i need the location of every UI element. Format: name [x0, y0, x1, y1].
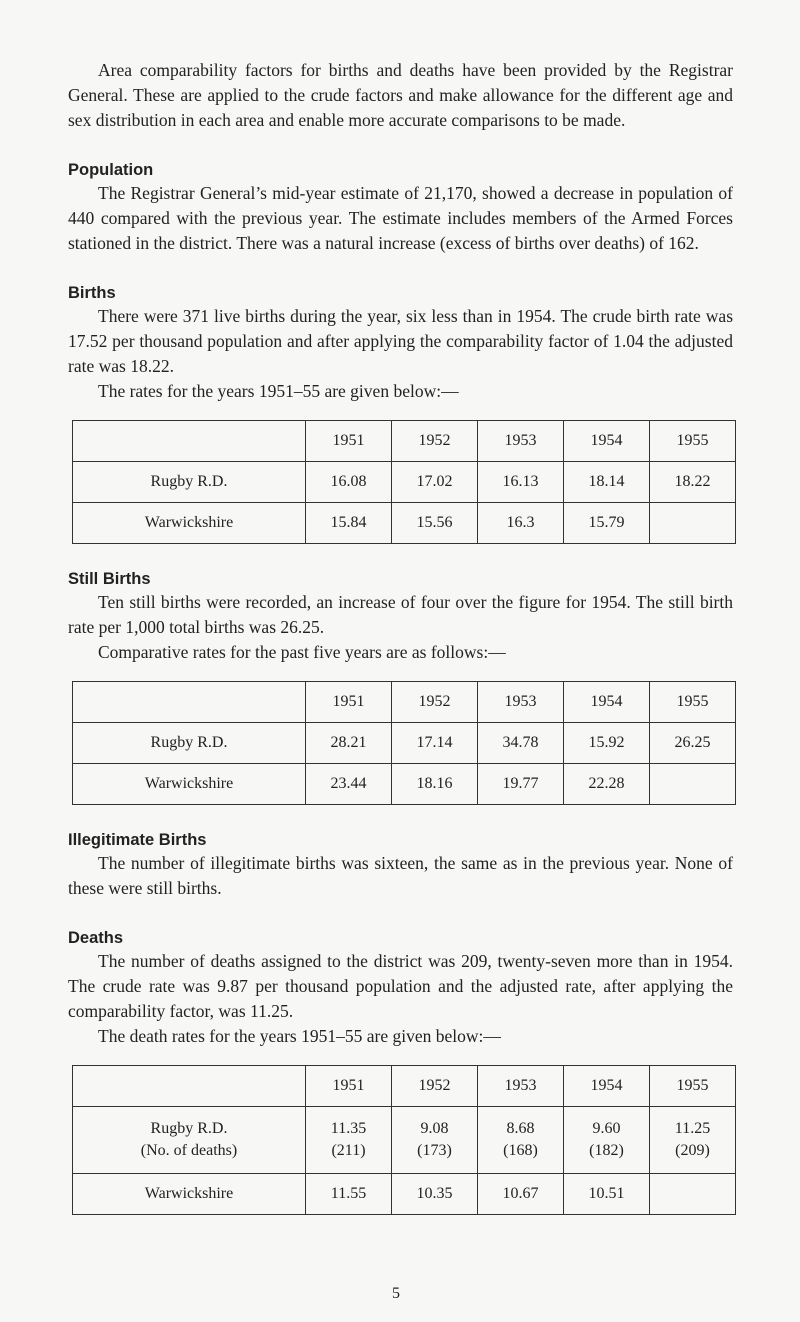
table-cell: 18.22 [650, 462, 736, 503]
table-cell: 10.51 [564, 1174, 650, 1215]
row-label: Warwickshire [73, 1174, 306, 1215]
table-cell: 23.44 [306, 764, 392, 805]
rate-value: 9.60 [592, 1120, 621, 1137]
table-row [73, 1174, 736, 1215]
table-cell [650, 1174, 736, 1215]
table-cell: 15.56 [392, 503, 478, 544]
table-cell: 22.28 [564, 764, 650, 805]
row-label [73, 1107, 306, 1174]
death-count: (211) [331, 1142, 366, 1159]
table-cell: 17.14 [392, 723, 478, 764]
table-cell: 16.13 [478, 462, 564, 503]
death-rates-table [72, 1065, 736, 1215]
rate-value: 11.35 [330, 1120, 367, 1137]
year-header: 1953 [478, 421, 564, 462]
table-cell: 19.77 [478, 764, 564, 805]
rate-value: 9.08 [420, 1120, 449, 1137]
year-header: 1951 [306, 1066, 392, 1107]
table-cell [650, 503, 736, 544]
table-cell: 28.21 [306, 723, 392, 764]
table-cell: 15.79 [564, 503, 650, 544]
table-cell [392, 1107, 478, 1174]
table-cell: 18.14 [564, 462, 650, 503]
table-row [73, 462, 736, 503]
year-header: 1955 [650, 421, 736, 462]
row-label: Rugby R.D. [73, 723, 306, 764]
row-label: Warwickshire [73, 764, 306, 805]
year-header: 1955 [650, 682, 736, 723]
rate-value: 8.68 [506, 1120, 535, 1137]
still-births-paragraph: Ten still births were recorded, an increase of four over the figure for 1954. The still birth rate per 1,000 total births was 26.25. [68, 592, 733, 637]
year-header: 1954 [564, 421, 650, 462]
illegitimate-births-heading: Illegitimate Births [68, 831, 207, 849]
table-cell: 17.02 [392, 462, 478, 503]
page-number: 5 [392, 1285, 400, 1302]
year-header: 1954 [564, 1066, 650, 1107]
table-row [73, 1107, 736, 1174]
deaths-paragraph: The number of deaths assigned to the district was 209, twenty-seven more than in 1954. The crude rate was 9.87 per thousand population and the adjusted rate, after applying the comparability factor, was 11.25. [68, 951, 733, 1021]
year-header: 1955 [650, 1066, 736, 1107]
row-label: Warwickshire [73, 503, 306, 544]
table-cell [564, 1107, 650, 1174]
table-cell [650, 1107, 736, 1174]
table-cell [478, 1107, 564, 1174]
table-corner-cell [73, 682, 306, 723]
table-corner-cell [73, 1066, 306, 1107]
table-cell: 18.16 [392, 764, 478, 805]
year-header: 1953 [478, 682, 564, 723]
death-count: (173) [417, 1142, 452, 1159]
death-count: (168) [503, 1142, 538, 1159]
year-header: 1952 [392, 682, 478, 723]
year-header: 1953 [478, 1066, 564, 1107]
deaths-heading: Deaths [68, 929, 124, 947]
year-header: 1952 [392, 421, 478, 462]
population-paragraph: The Registrar General’s mid-year estimate of 21,170, showed a decrease in population of 440 compared with the previous year. The estimate includes members of the Armed Forces stationed in the district. There was a natural increase (excess of births over deaths) of 162. [68, 183, 733, 253]
table-cell: 26.25 [650, 723, 736, 764]
births-paragraph: There were 371 live births during the year, six less than in 1954. The crude birth rate was 17.52 per thousand population and after applying the comparability factor of 1.04 the adjusted rate was 18.22. [68, 306, 733, 376]
table-cell: 16.08 [306, 462, 392, 503]
table-row [73, 723, 736, 764]
table-header-row [73, 421, 736, 462]
still-births-heading: Still Births [68, 570, 151, 588]
illegitimate-births-paragraph: The number of illegitimate births was sixteen, the same as in the previous year. None of these were still births. [68, 853, 733, 898]
table-cell [650, 764, 736, 805]
table-cell: 16.3 [478, 503, 564, 544]
table-corner-cell [73, 421, 306, 462]
row-label: Rugby R.D. [73, 462, 306, 503]
table-row [73, 764, 736, 805]
table-header-row [73, 682, 736, 723]
table-header-row [73, 1066, 736, 1107]
table-cell [306, 1107, 392, 1174]
year-header: 1951 [306, 421, 392, 462]
document-page [68, 58, 733, 1239]
table-cell: 11.55 [306, 1174, 392, 1215]
table-row [73, 503, 736, 544]
table-cell: 10.35 [392, 1174, 478, 1215]
deaths-lead: The death rates for the years 1951–55 are given below:— [98, 1026, 501, 1046]
table-cell: 10.67 [478, 1174, 564, 1215]
births-lead: The rates for the years 1951–55 are given below:— [98, 381, 459, 401]
birth-rates-table [72, 420, 736, 544]
still-births-lead: Comparative rates for the past five years are as follows:— [98, 642, 506, 662]
year-header: 1954 [564, 682, 650, 723]
table-cell: 15.92 [564, 723, 650, 764]
row-label-main: Rugby R.D. [150, 1120, 228, 1137]
table-cell: 15.84 [306, 503, 392, 544]
row-label-sub: (No. of deaths) [140, 1142, 238, 1159]
table-cell: 34.78 [478, 723, 564, 764]
births-heading: Births [68, 284, 116, 302]
population-heading: Population [68, 161, 154, 179]
death-count: (182) [589, 1142, 624, 1159]
rate-value: 11.25 [674, 1120, 711, 1137]
still-birth-rates-table [72, 681, 736, 805]
year-header: 1951 [306, 682, 392, 723]
intro-paragraph: Area comparability factors for births and deaths have been provided by the Registrar General. These are applied to the crude factors and make allowance for the different age and sex distribution in each area and enable more accurate comparisons to be made. [68, 60, 733, 130]
year-header: 1952 [392, 1066, 478, 1107]
death-count: (209) [675, 1142, 710, 1159]
